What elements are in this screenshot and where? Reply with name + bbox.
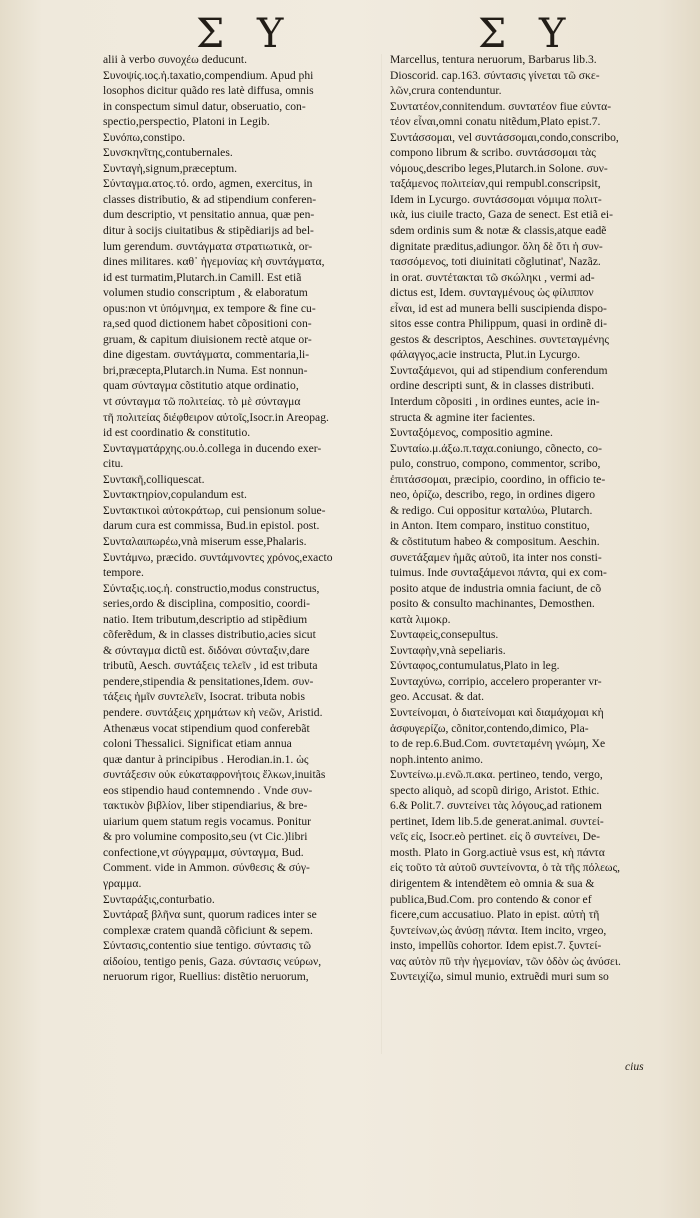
text-line: pendere. συντάξεις χρημάτων κὴ νεῶν, Aristid. <box>103 705 323 719</box>
text-line: Συντείνω.μ.ενῶ.π.ακα. pertineo, tendo, vergo, <box>390 768 603 782</box>
gutter-shadow <box>381 54 382 1054</box>
text-line: lum gerendum. συντάγματα στρατιωτικὰ, or- <box>103 239 313 253</box>
text-line: Συνταφὴν,vnà sepeliaris. <box>390 643 506 657</box>
text-line: posito & consulto machinantes, Demosthen. <box>390 597 595 611</box>
text-line: τάξεις ἡμῖν συντελεῖν, Isocrat. tributa nobis <box>103 690 305 704</box>
text-line: to de rep.6.Bud.Com. συντεταμένη γνώμη, Xe <box>390 737 606 751</box>
text-line: τακτικὸν βιβλίον, liber stipendiarius, & bre- <box>103 799 308 813</box>
text-line: opus:non vt ὑπόμνημα, ex tempore & fine cu- <box>103 301 316 315</box>
right-column <box>390 52 668 985</box>
text-line: Comment. vide in Ammon. σύνθεσις & σύγ- <box>103 861 310 875</box>
text-line: Συντακῆ,colliquescat. <box>103 472 205 486</box>
text-line: τῆ πολιτείας διέφθειρον αὐτοῖς,Isocr.in Areopag. <box>103 410 329 424</box>
text-line: τασσόμενος, toti diuinitati cõglutinat', Nazãz. <box>390 255 601 269</box>
running-header-left: Σ Υ <box>196 11 294 57</box>
text-line: dum descriptio, vt pensitatio annua, quæ pen- <box>103 208 315 222</box>
text-line: Συνταγὴ,signum,præceptum. <box>103 161 238 175</box>
text-line: Συνοψίς.ιος.ἡ.taxatio,compendium. Apud phi <box>103 68 314 82</box>
text-line: συντάξεσιν οὐκ εὐκαταφρονήτοις ἕλκων,inuitãs <box>103 768 326 782</box>
text-line: gruam, & capitum diuisionem rectè atque or- <box>103 332 312 346</box>
text-line: noph.intento animo. <box>390 752 484 766</box>
text-line: Dioscorid. cap.163. σύντασις γίνεται τῶ σκε- <box>390 68 600 82</box>
text-line: in orat. συντέτακται τῶ σκώληκι , vermi ad- <box>390 270 595 284</box>
text-line: alii à verbo συνοχέω deducunt. <box>103 53 248 66</box>
text-line: specto aliquò, ad scopũ dirigo, Aristot. Ethic. <box>390 783 600 797</box>
text-line: tempore. <box>103 566 144 580</box>
text-line: εἶναι, id est ad munera belli suscipienda dispo- <box>390 301 607 315</box>
text-line: Συντακτηρίον,copulandum est. <box>103 488 247 502</box>
text-line: φάλαγγος,acie instructa, Plut.in Lycurgo. <box>390 348 581 362</box>
text-line: quæ dantur à principibus . Herodian.in.1. ὡς <box>103 752 309 766</box>
text-line: τέον εἶναι,omni conatu nitẽdum,Plato epist.7. <box>390 115 601 129</box>
text-line: Συντάσσομαι, vel συντάσσομαι,condo,conscribo, <box>390 130 619 144</box>
text-line: id est coordinatio & constitutio. <box>103 426 251 440</box>
text-line: confectione,vt σύγγραμμα, σύνταγμα, Bud. <box>103 845 304 859</box>
text-line: gestos & descriptos, Aeschines. συντεταγμένης <box>390 332 610 346</box>
text-line: vt σύνταγμα τῶ πολιτείας. τὸ μὲ σύνταγμα <box>103 395 301 409</box>
running-header-right: Σ Υ <box>478 11 576 57</box>
text-line: coloni Thessalici. Significat etiam annua <box>103 737 292 751</box>
text-line: Συνταγματάρχης.ου.ὁ.collega in ducendo exer- <box>103 441 322 455</box>
text-line: Idem in Lycurgo. συντάσσομαι νόμιμα πολιτ- <box>390 192 602 206</box>
text-line: & σύνταγμα dictũ est. διδόναι σύνταξιν,dare <box>103 643 310 657</box>
text-line: complexæ cratem quandã cõficiunt & sepem. <box>103 923 313 937</box>
text-line: Συντάραξ βλῆνα sunt, quorum radices inter se <box>103 908 317 922</box>
text-line: Συντακτικοὶ αὐτοκράτωρ, cui pensionum solue- <box>103 503 326 517</box>
text-line: Συνταράξις,conturbatio. <box>103 892 215 906</box>
text-line: 6.& Polit.7. συντείνει τὰς λόγους,ad rationem <box>390 799 602 813</box>
text-line: losophos dicitur quãdo res latè diffusa, omnis <box>103 84 314 98</box>
text-line: pertinet, Idem lib.5.de generat.animal. συντεί- <box>390 814 604 828</box>
text-line: Athenæus vocat stipendium quod conferebãt <box>103 721 310 735</box>
text-line: ficere,cum accusatiuo. Plato in epist. αὐτὴ τῆ <box>390 908 600 922</box>
text-line: Σύντασις,contentio siue tentigo. σύντασις τῶ <box>103 939 312 953</box>
text-line: series,ordo & disciplina, compositio, coordi- <box>103 597 311 611</box>
text-line: ra,sed quod dictionem habet cõpositioni con- <box>103 317 312 331</box>
text-line: natio. Item tributum,descriptio ad stipẽdium <box>103 612 308 626</box>
text-line: posito atque de industria omnia faciunt, de cõ <box>390 581 602 595</box>
text-line: cõferẽdum, & in classes distributio,acies sicut <box>103 628 316 642</box>
text-line: eos stipendio haud contemnendo . Vnde συν- <box>103 783 313 797</box>
text-line: pulo, construo, compono, commentor, scribo, <box>390 457 601 471</box>
text-line: insto, impellũs cohortor. Idem epist.7. ξυντεί- <box>390 939 602 953</box>
text-line: & redigo. Cui oppositur καταλύω, Plutarch. <box>390 503 593 517</box>
text-line: Συνσκηνῖτης,contubernales. <box>103 146 233 160</box>
text-line: ταξάμενος πολιτείαν,qui rempubl.conscripsit, <box>390 177 601 191</box>
text-line: ικὰ, ius ciuile tracto, Gaza de senect. Est etiã ei- <box>390 208 613 222</box>
text-line: ἐπιτάσσομαι, præcipio, coordino, in officio te- <box>390 472 606 486</box>
text-line: tributũ, Aesch. συντάξεις τελεῖν , id est tributa <box>103 659 318 673</box>
text-line: in Anton. Item comparo, instituo constituo, <box>390 519 590 533</box>
text-line: in conspectum simul datur, obseruatio, con- <box>103 99 306 113</box>
text-line: structa & agmine iter facientes. <box>390 410 536 424</box>
text-line: Συνταφεὶς,consepultus. <box>390 628 499 642</box>
text-line: ordine descripti sunt, & in classes distributi. <box>390 379 595 393</box>
text-line: quam σύνταγμα cõstitutio atque ordinatio, <box>103 379 299 393</box>
text-line: & cõstitutum habeo & compositum. Aeschin. <box>390 534 600 548</box>
text-line: & pro volumine composito,seu (vt Cic.)libri <box>103 830 308 844</box>
text-line: uiarium quem statum regis vocamus. Ponitur <box>103 814 312 828</box>
text-line: bri,præcepta,Plutarch.in Numa. Est nonnun- <box>103 363 308 377</box>
text-line: Σύνταγμα.ατος.τό. ordo, agmen, exercitus, in <box>103 177 313 191</box>
text-line: νόμους,describo leges,Plutarch.in Solone. συν- <box>390 161 608 175</box>
text-line: Συνταλαιπωρέω,vnà miserum esse,Phalaris. <box>103 534 307 548</box>
text-line: ditur à socijs ciuitatibus & stipẽdiarijs ad bel- <box>103 224 314 238</box>
text-line: συνετάξαμεν ἡμᾶς αὐτοῦ, ita inter nos consti- <box>390 550 602 564</box>
text-line: dignitate præditus,adiungor. ὅλη δὲ ὅτι ἡ συν- <box>390 239 603 253</box>
text-line: κατὰ λιμοκρ. <box>390 612 451 626</box>
text-line: αἰδοίου, tentigo penis, Gaza. σύντασις νεύρων, <box>103 954 322 968</box>
text-line: Συντατέον,connitendum. συντατέον fiue εὐντα- <box>390 99 612 113</box>
text-line: neo, ὁρίζω, describo, rego, in ordines digero <box>390 488 596 502</box>
text-line: Interdum cõpositi , in ordines euntes, acie in- <box>390 395 600 409</box>
left-column <box>103 52 381 985</box>
text-line: spectio,perspectio, Platoni in Legib. <box>103 115 270 129</box>
text-line: νεῖς εἰς, Isocr.eò pertinet. εἰς ὃ συντείνει, De- <box>390 830 601 844</box>
text-line: Συνταξόμενος, compositio agmine. <box>390 426 553 440</box>
text-line: neruorum rigor, Ruellius: distẽtio neruorum, <box>103 970 309 984</box>
text-line: geo. Accusat. & dat. <box>390 690 485 704</box>
text-line: Συντείνομαι, ὁ διατείνομαι καὶ διαμάχομαι κὴ <box>390 705 604 719</box>
text-line: Συνόπω,constipo. <box>103 130 186 144</box>
text-line: Συνταξάμενοι, qui ad stipendium conferendum <box>390 363 608 377</box>
text-line: νας αὐτὸν πῦ τὴν ἡγεμονίαν, τῶν ὁδὸν ὡς ἀνύσει. <box>390 954 621 968</box>
text-line: Συντάμνω, præcido. συντάμνοντες χρόνος,exacto <box>103 550 333 564</box>
text-line: darum cura est commissa, Bud.in epistol. post. <box>103 519 320 533</box>
text-line: volumen studio conscriptum , & elaboratum <box>103 286 308 300</box>
text-line: ἀσφυγερίζω, cõnitor,contendo,dimico, Pla- <box>390 721 589 735</box>
text-line: ξυντείνων,ὡς ἀνύσῃ πάντα. Item incito, vrgeo, <box>390 923 607 937</box>
text-line: Σύνταφος,contumulatus,Plato in leg. <box>390 659 560 673</box>
text-line: id est turmatim,Plutarch.in Camill. Est etiã <box>103 270 302 284</box>
text-line: dine digestam. συντάγματα, commentaria,li- <box>103 348 310 362</box>
text-line: compono librum & scribo. συντάσσομαι τὰς <box>390 146 596 160</box>
text-line: Σύνταξις.ιος.ἡ. constructio,modus constructus, <box>103 581 320 595</box>
text-line: classes distributio, & ad stipendium conferen- <box>103 192 317 206</box>
text-line: γραμμα. <box>103 876 142 890</box>
text-line: λῶν,crura contenduntur. <box>390 84 502 98</box>
text-line: dirigentem & intendẽtem eò omnia & sua & <box>390 876 595 890</box>
text-line: Συνταίω.μ.άξω.π.ταχα.coniungo, cõnecto, co- <box>390 441 602 455</box>
catchword: cius <box>625 1060 644 1073</box>
text-line: citu. <box>103 457 124 471</box>
text-line: Marcellus, tentura neruorum, Barbarus lib.3. <box>390 53 597 66</box>
text-line: pendere,stipendia & pensitationes,Idem. συν- <box>103 674 314 688</box>
text-line: Συνταχύνω, corripio, accelero properanter vr- <box>390 674 602 688</box>
text-line: mosth. Plato in Gorg.actiuè vsus est, κὴ πάντα <box>390 845 605 859</box>
text-line: dictus est, Idem. συνταγμένους ὡς φίλιππον <box>390 286 594 300</box>
text-line: sdem ordinis sum & notæ & classis,atque eadẽ <box>390 224 607 238</box>
text-line: publica,Bud.Com. pro contendo & conor ef <box>390 892 592 906</box>
text-line: Συντειχίζω, simul munio, extruẽdi muri sum so <box>390 970 609 984</box>
text-line: tuimus. Inde συνταξάμενοι πάντα, qui ex com- <box>390 566 607 580</box>
text-line: εἰς τοῦτο τὰ αὐτοῦ συντείνοντα, ὁ τὰ τῆς πόλεως, <box>390 861 621 875</box>
text-line: sitos esse contra Philippum, quasi in ordinẽ di- <box>390 317 608 331</box>
text-line: dines militares. καθ᾽ ἡγεμονίας κὴ συντάγματα, <box>103 255 325 269</box>
